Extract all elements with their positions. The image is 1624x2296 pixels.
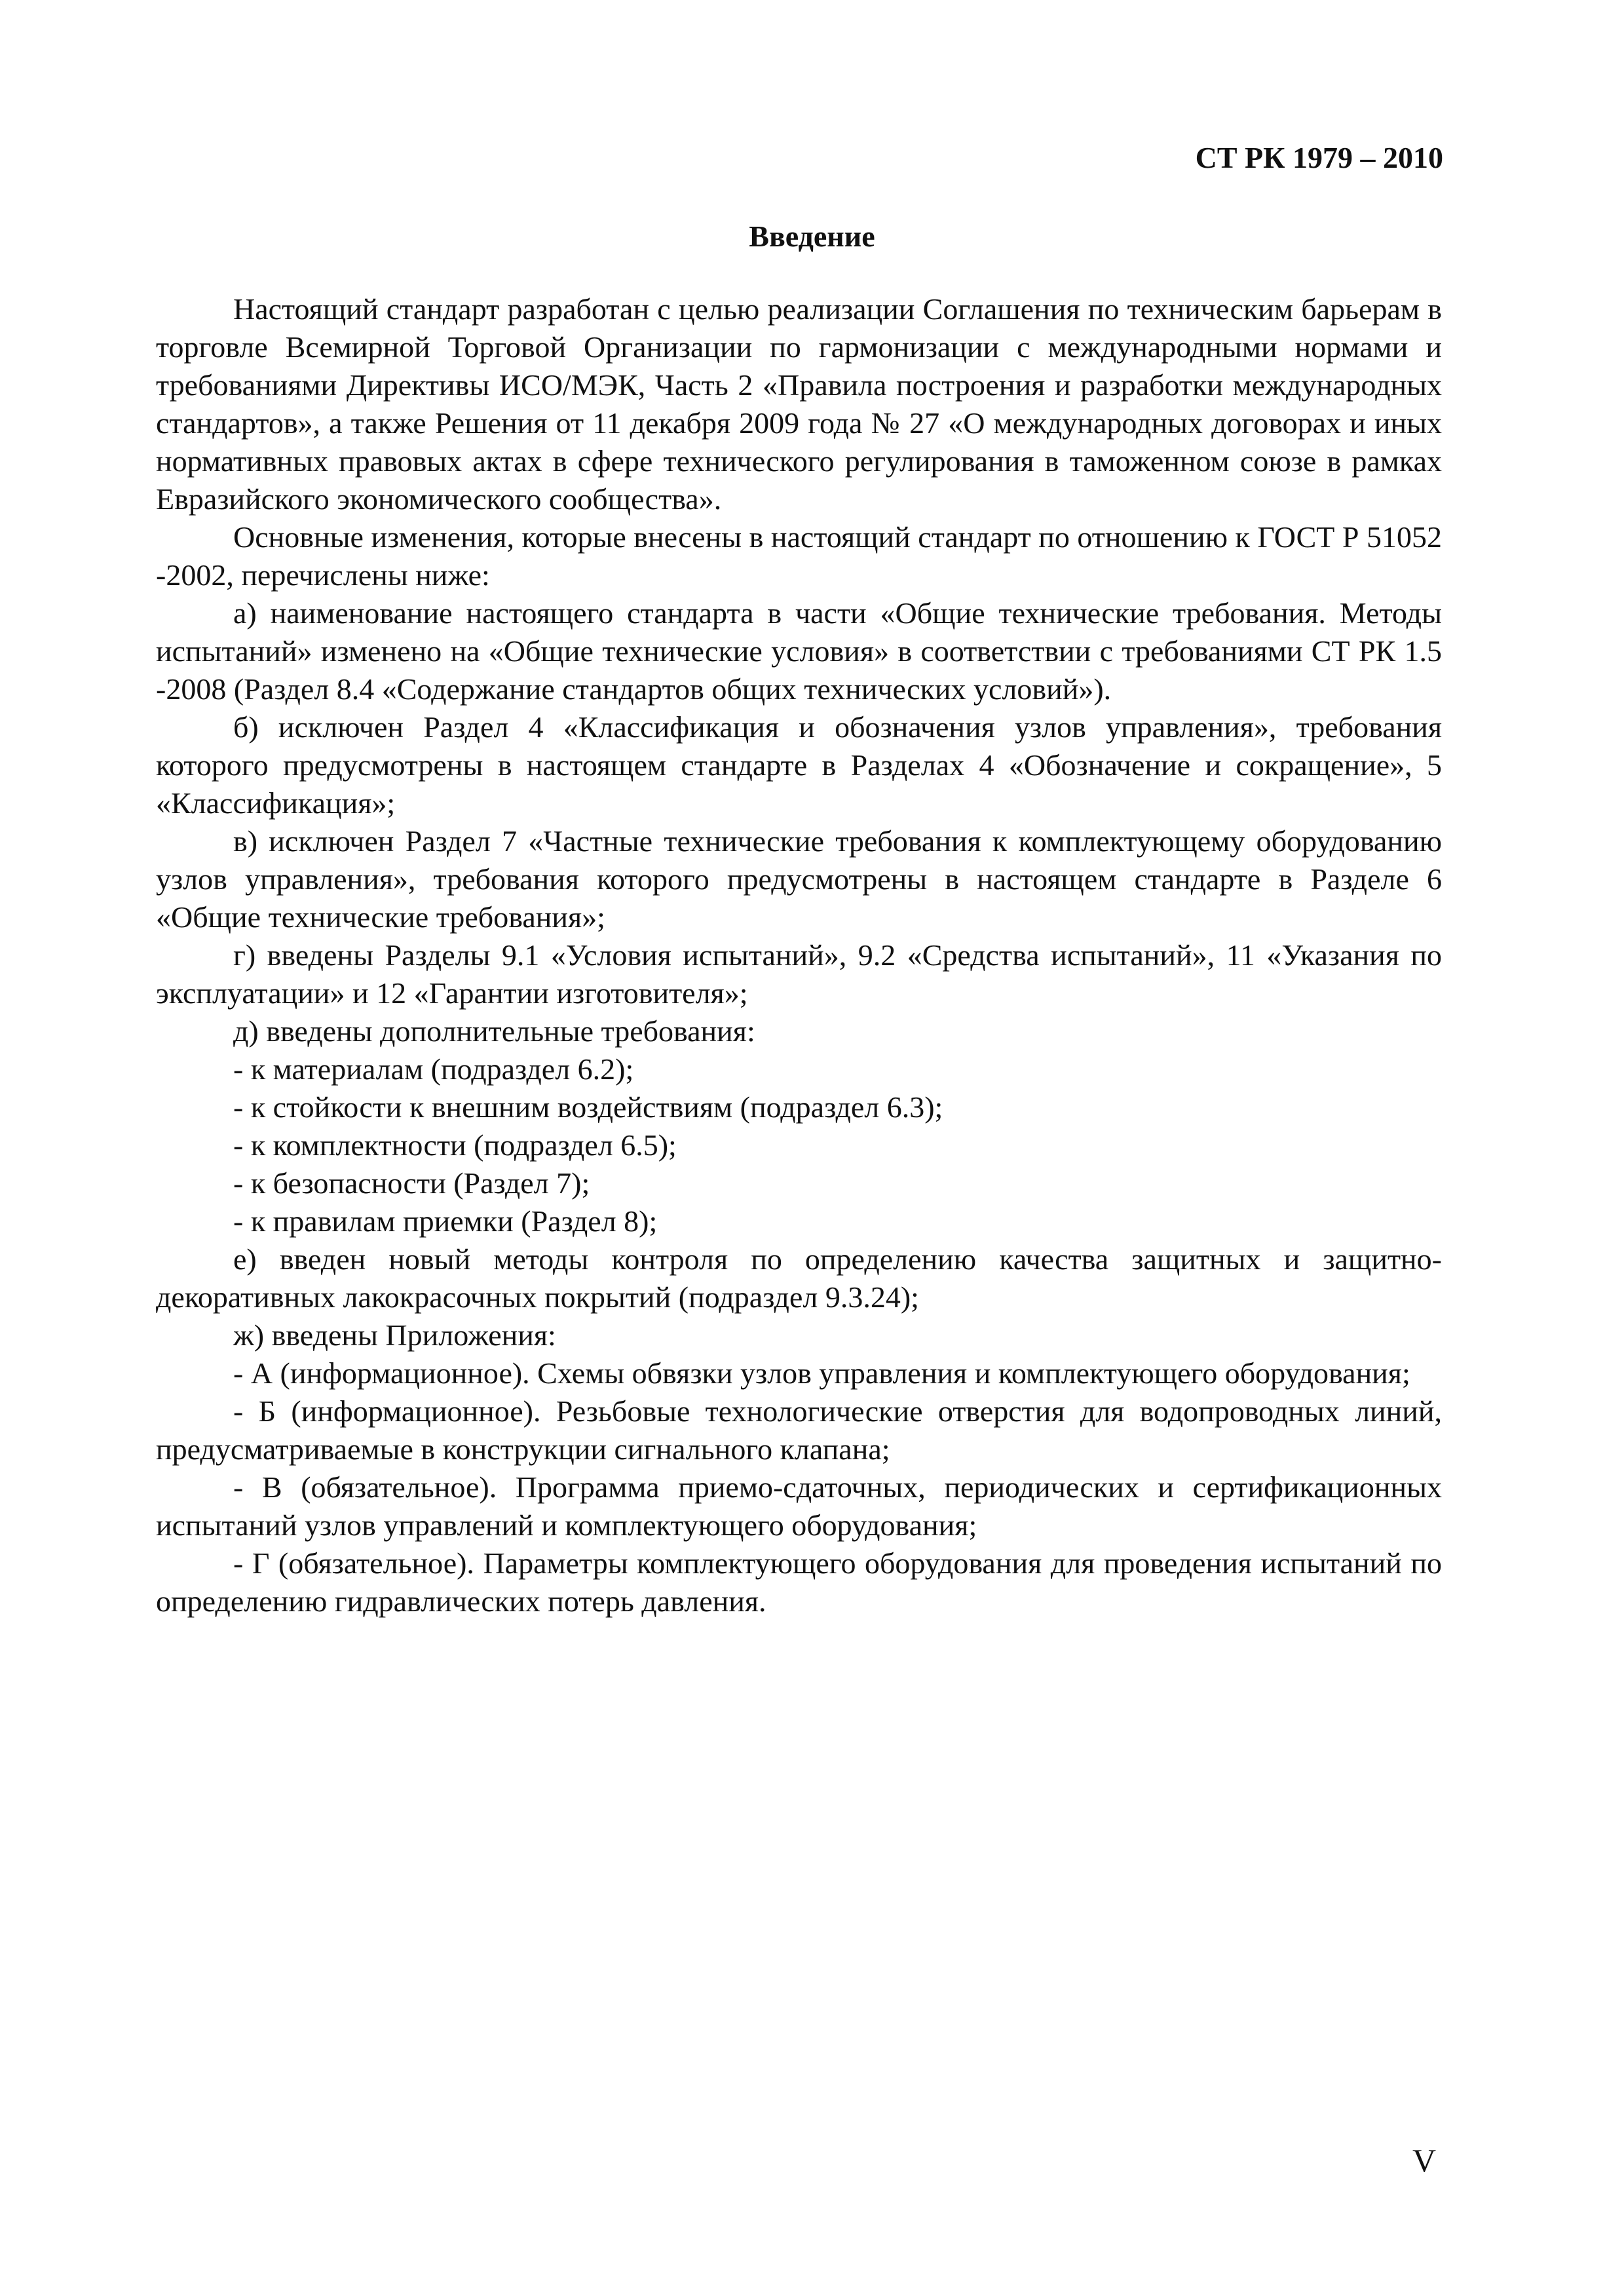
list-item: - Г (обязательное). Параметры комплектующего оборудования для проведения испытаний по определению гидравлических потерь давления.: [156, 1546, 1442, 1618]
list-item: - к комплектности (подраздел 6.5);: [233, 1128, 677, 1162]
list-item: в) исключен Раздел 7 «Частные технические требования к комплектующему оборудованию узлов управления», требования которого предусмотрены в настоящем стандарте в Разделе 6 «Общие технические требования»;: [156, 824, 1442, 934]
list-item: е) введен новый методы контроля по определению качества защитных и защитно-декоративных лакокрасочных покрытий (подраздел 9.3.24);: [156, 1242, 1442, 1314]
list-item: - В (обязательное). Программа приемо-сдаточных, периодических и сертификационных испытаний узлов управлений и комплектующего оборудования;: [156, 1470, 1442, 1542]
document-body: [156, 290, 1442, 1620]
list-item: - А (информационное). Схемы обвязки узлов управления и комплектующего оборудования;: [233, 1356, 1410, 1390]
list-item: ж) введены Приложения:: [233, 1318, 556, 1352]
paragraph: Настоящий стандарт разработан с целью реализации Соглашения по техническим барьерам в торговле Всемирной Торговой Организации по гармонизации с международными нормами и требованиями Директивы ИСО/МЭК, Часть 2 «Правила построения и разработки международных стандартов», а также Решения от 11 декабря 2009 года № 27 «О международных договорах и иных нормативных правовых актах в сфере технического регулирования в таможенном союзе в рамках Евразийского экономического сообщества».: [156, 292, 1442, 516]
document-code: СТ РК 1979 – 2010: [1195, 141, 1443, 174]
list-item: - к материалам (подраздел 6.2);: [233, 1052, 634, 1086]
paragraph: Основные изменения, которые внесены в настоящий стандарт по отношению к ГОСТ Р 51052 -2002, перечислены ниже:: [156, 520, 1442, 592]
list-item: г) введены Разделы 9.1 «Условия испытаний», 9.2 «Средства испытаний», 11 «Указания по эксплуатации» и 12 «Гарантии изготовителя»;: [156, 938, 1442, 1010]
list-item: б) исключен Раздел 4 «Классификация и обозначения узлов управления», требования которого предусмотрены в настоящем стандарте в Разделах 4 «Обозначение и сокращение», 5 «Классификация»;: [156, 710, 1442, 820]
list-item: - Б (информационное). Резьбовые технологические отверстия для водопроводных линий, предусматриваемые в конструкции сигнального клапана;: [156, 1394, 1442, 1466]
list-item: а) наименование настоящего стандарта в части «Общие технические требования. Методы испытаний» изменено на «Общие технические условия» в соответствии с требованиями СТ РК 1.5 -2008 (Раздел 8.4 «Содержание стандартов общих технических условий»).: [156, 596, 1442, 706]
page-number: V: [1412, 2142, 1437, 2179]
list-item: - к стойкости к внешним воздействиям (подраздел 6.3);: [233, 1090, 943, 1124]
list-item: - к правилам приемки (Раздел 8);: [233, 1204, 658, 1238]
list-item: - к безопасности (Раздел 7);: [233, 1166, 590, 1200]
section-title: Введение: [749, 220, 875, 253]
list-item: д) введены дополнительные требования:: [233, 1014, 755, 1048]
